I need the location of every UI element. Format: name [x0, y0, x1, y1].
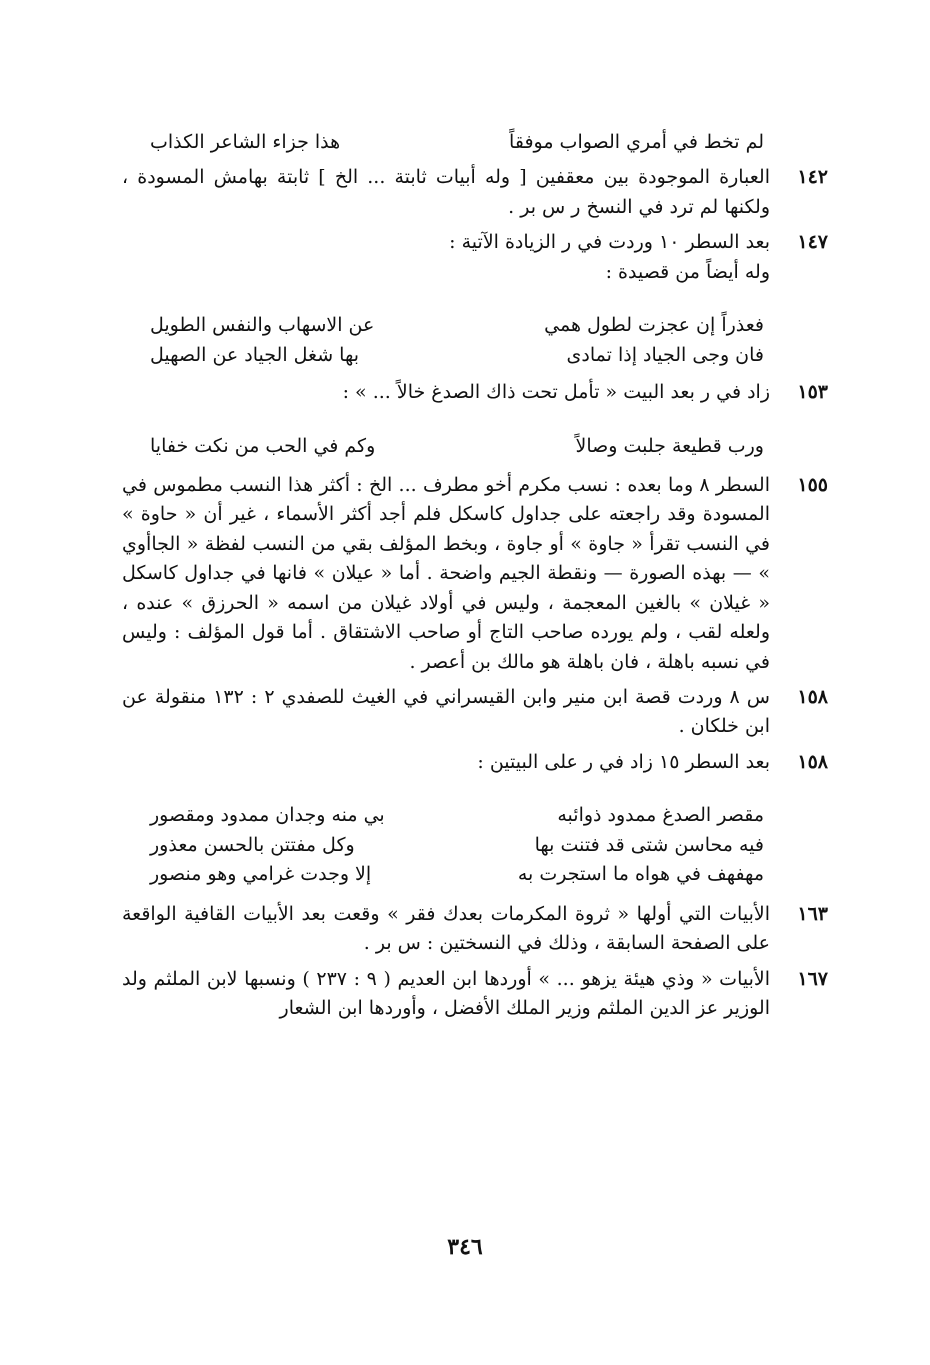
note-number: ١٥٥ — [797, 473, 828, 496]
verse-line — [122, 831, 770, 860]
note-155 — [122, 471, 828, 677]
verse-hemistich-first: فعذراً إن عجزت لطول همي — [544, 314, 764, 337]
verse-group — [122, 801, 770, 889]
note-number: ١٦٣ — [797, 902, 828, 925]
note-147 — [122, 228, 828, 370]
top-verse — [122, 128, 770, 157]
note-subheading: وله أيضاً من قصيدة : — [605, 260, 770, 283]
page-number: ٣٤٦ — [447, 1234, 483, 1260]
note-158-first — [122, 683, 828, 742]
note-text: الأبيات « وذي هيئة يزهو ... » أوردها ابن العديم ( ٩ : ٢٣٧ ) ونسبها لابن الملثم ولد الوزير عز الدين الملثم وزير الملك الأفضل ، وأوردها ابن الشعار — [122, 967, 770, 1019]
note-text: الأبيات التي أولها « ثروة المكرمات بعدك فقر » وقعت بعد الأبيات القافية الواقعة على الصفحة السابقة ، وذلك في النسختين : س بر . — [122, 902, 770, 955]
verse-hemistich-first: فيه محاسن شتى قد فتنت بها — [534, 833, 764, 856]
note-number: ١٤٧ — [797, 231, 828, 254]
note-text: بعد السطر ١٥ زاد في ر على البيتين : — [477, 750, 770, 773]
note-167 — [122, 965, 828, 1024]
note-text: بعد السطر ١٠ وردت في ر الزيادة الآتية : — [449, 231, 770, 254]
verse-hemistich-second: وكم في الحب من نكت خفايا — [150, 434, 376, 457]
verse-hemistich-first: فان وجى الجياد إذا تمادى — [566, 343, 764, 366]
note-number: ١٥٨ — [797, 750, 828, 773]
verse-line — [122, 801, 770, 830]
verse-hemistich-second: بي منه وجدان ممدود ومقصور — [150, 804, 385, 827]
verse-line — [122, 860, 770, 889]
verse-hemistich-first: ورب قطيعة جلبت وصالاً — [575, 434, 764, 457]
verse-hemistich-first: لم تخط في أمري الصواب موفقاً — [509, 131, 764, 153]
note-158-second — [122, 748, 828, 890]
verse-line — [122, 432, 770, 461]
verse-hemistich-second: بها شغل الجياد عن الصهيل — [150, 343, 360, 366]
verse-group — [122, 311, 770, 370]
verse-line — [122, 311, 770, 340]
note-number: ١٦٧ — [797, 967, 828, 990]
footnotes-body — [122, 128, 828, 1023]
verse-hemistich-first: مقصر الصدغ ممدود ذوائبه — [557, 804, 764, 827]
note-153 — [122, 378, 828, 461]
note-text: زاد في ر بعد البيت « تأمل تحت ذاك الصدغ خالاً ... » : — [342, 381, 770, 404]
verse-hemistich-second: إلا وجدت غرامي وهو منصور — [150, 863, 372, 886]
verse-group — [122, 432, 770, 461]
verse-hemistich-second: وكل مفتتن بالحسن معذور — [150, 833, 355, 856]
note-text: العبارة الموجودة بين معقفين [ وله أبيات ثابتة ... الخ ] ثابتة بهامش المسودة ، ولكنها لم ترد في النسخ ر س بر . — [122, 166, 770, 218]
verse-hemistich-second: عن الاسهاب والنفس الطويل — [150, 314, 375, 337]
note-text: السطر ٨ وما بعده : نسب مكرم أخو مطرف ... الخ : أكثر هذا النسب مطموس في المسودة وقد راجعته على جداول كاسكل فلم أجد أكثر الأسماء ، غير أن « حاوة » في النسب تقرأ « جاوة » أو جاوة ، وبخط المؤلف بقي من النسب لفظة « الجاأوي » — بهذه الصورة — ونقطة الجيم واضحة . أما « عيلان » فانها في جداول كاسكل « غيلان » بالغين المعجمة ، وليس في أولاد غيلان من اسمه « الحرزق » عنده ، ولعله لقب ، ولم يورده صاحب التاج أو صاحب الاشتقاق . أما قول المؤلف : وليس في نسبه باهلة ، فان باهلة هو مالك بن أعصر . — [122, 473, 770, 673]
verse-hemistich-first: مهفهف في هواه ما استجرت به — [517, 863, 764, 886]
note-number: ١٥٨ — [797, 686, 828, 708]
verse-line — [122, 341, 770, 370]
note-text: س ٨ وردت قصة ابن منير وابن القيسراني في الغيث للصفدي ٢ : ١٣٢ منقولة عن ابن خلكان . — [122, 686, 770, 738]
verse-hemistich-second: هذا جزاء الشاعر الكذاب — [150, 131, 341, 153]
note-number: ١٤٢ — [797, 166, 828, 189]
note-163 — [122, 900, 828, 959]
note-number: ١٥٣ — [797, 381, 828, 404]
note-142 — [122, 163, 828, 222]
